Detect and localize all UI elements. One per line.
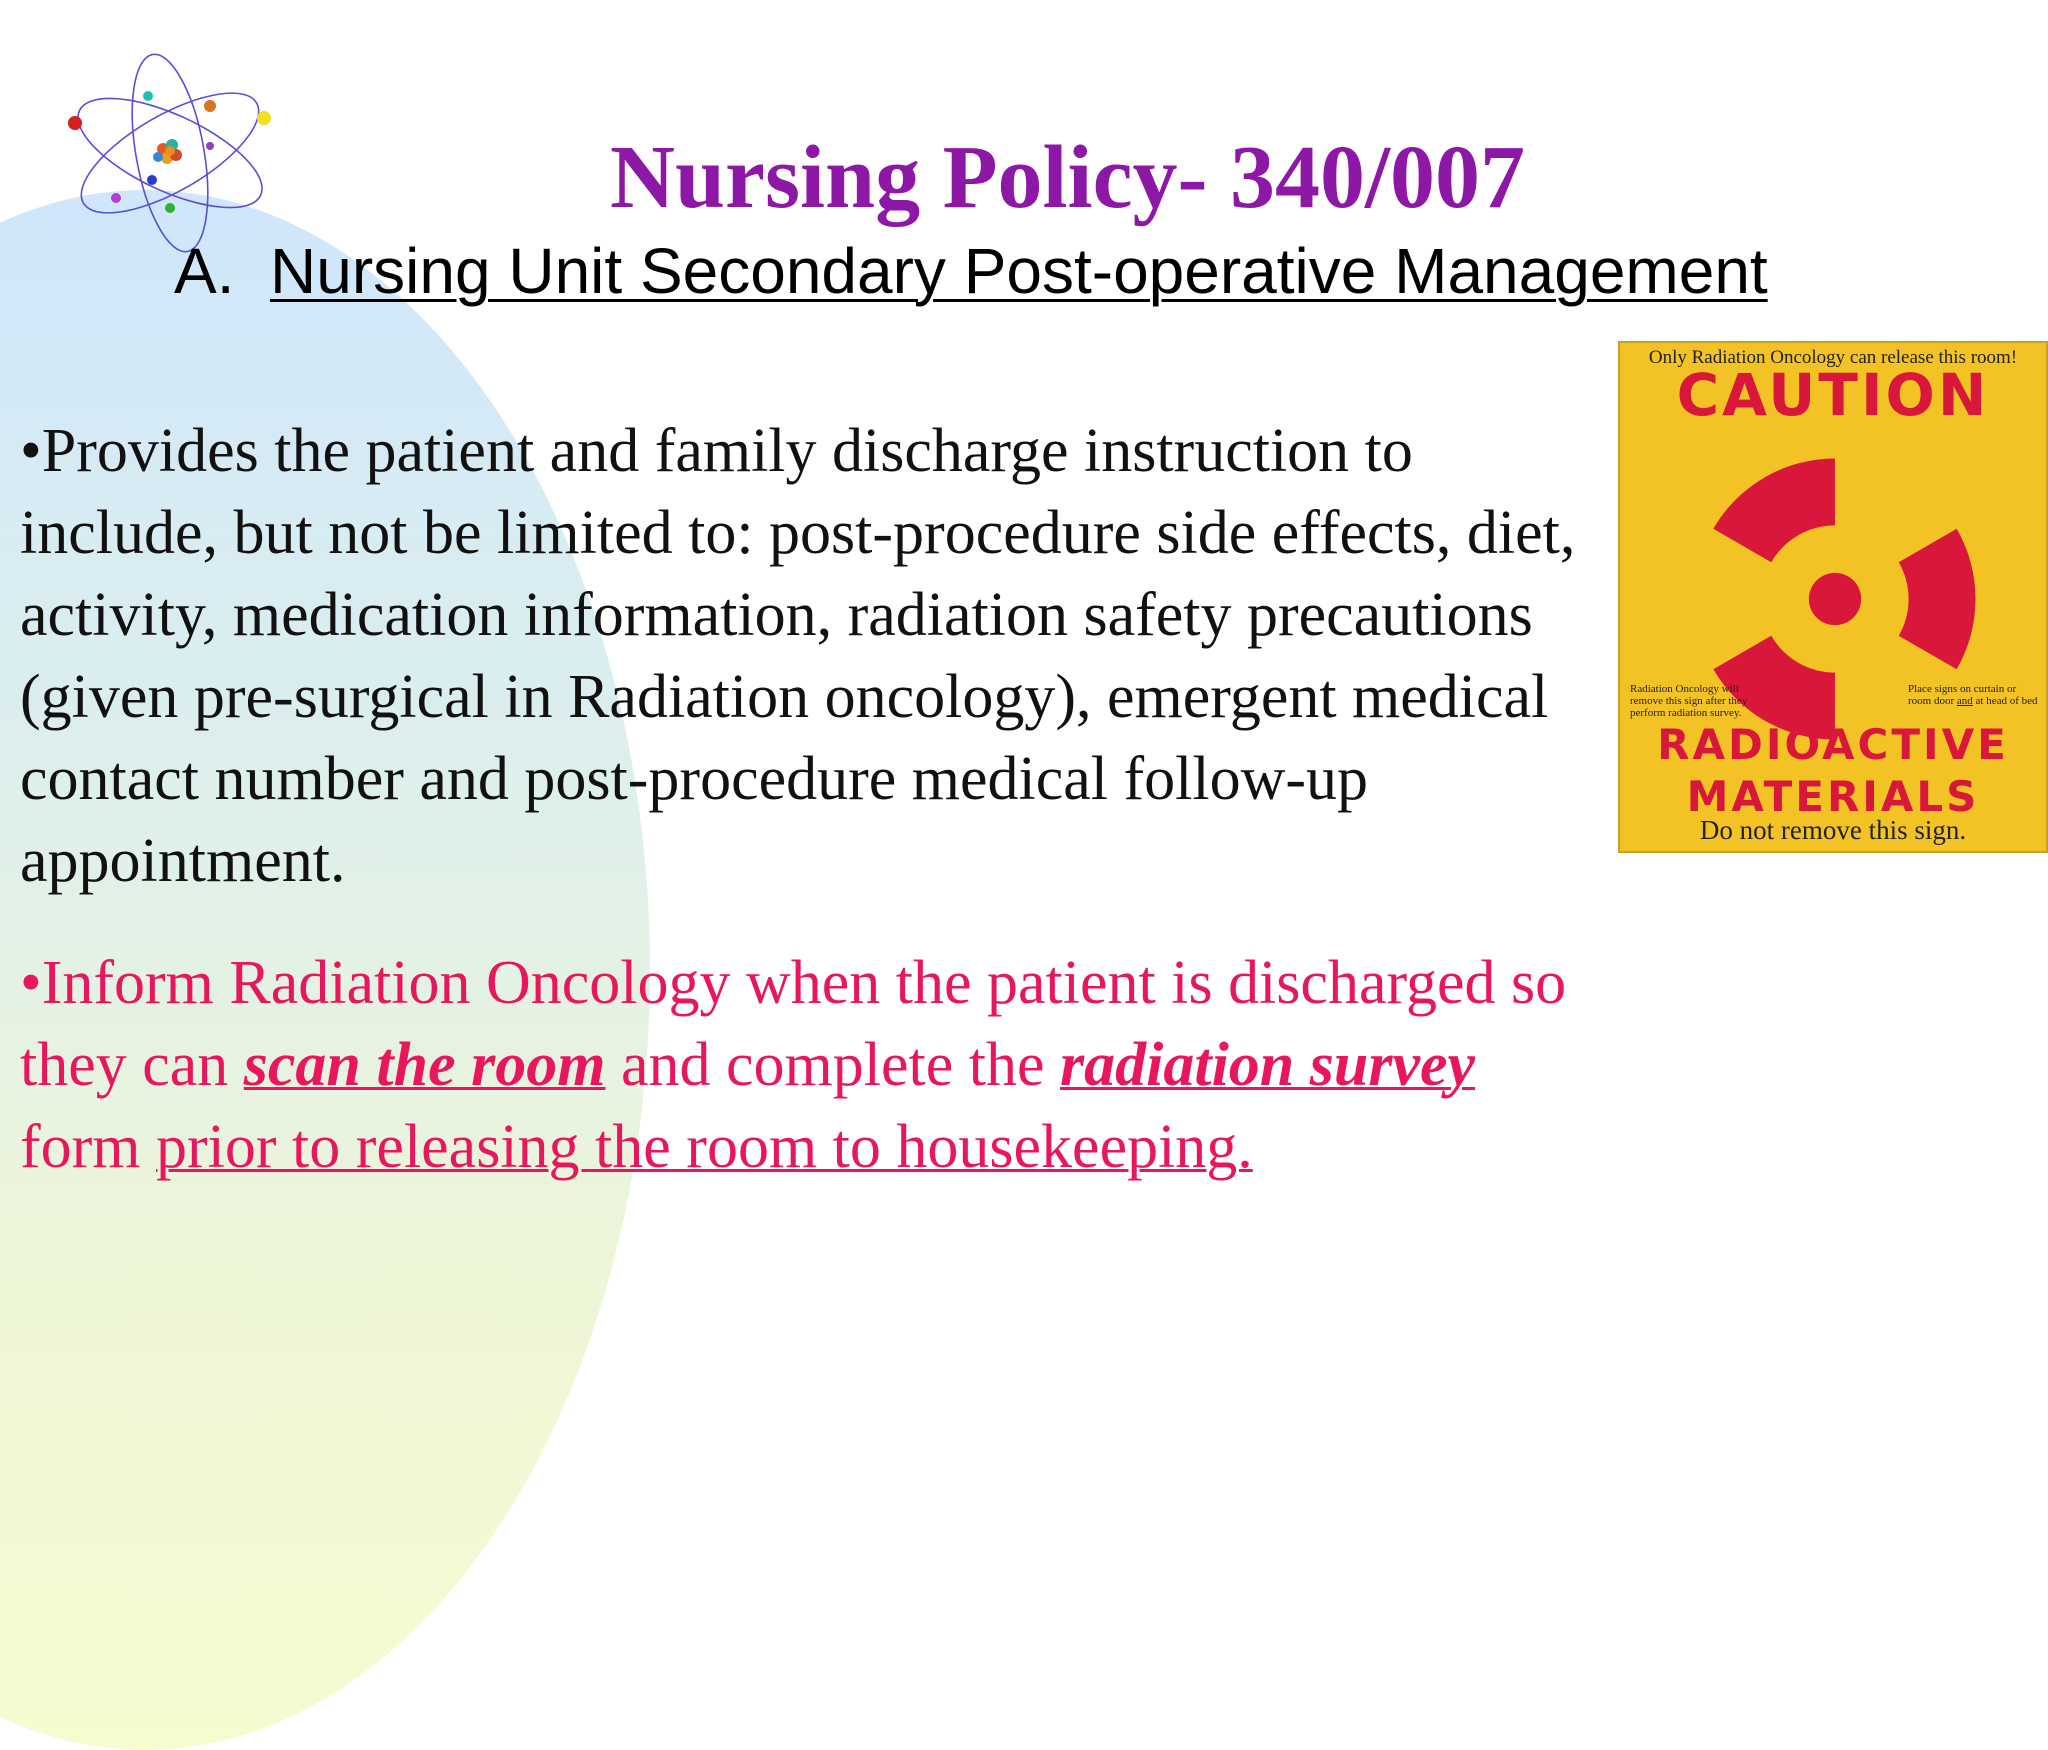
emphasis-scan-the-room: scan the room — [243, 1031, 606, 1099]
sign-right-note-and: and — [1956, 695, 1973, 707]
sign-right-note-after: at head of bed — [1972, 695, 2038, 707]
bullet-text: Provides the patient and family discharge instruction to include, but not be limited to: post-procedure side effects, diet, activity, medication information, radiation safety precautions (given pre-surgical in Radiation oncology), emergent medical contact number and post-procedure medical follow-up appointment. — [20, 417, 1576, 895]
sign-caution-heading: CAUTION — [1676, 361, 1990, 429]
bullet-marker: • — [20, 417, 42, 485]
emphasis-radiation-survey: radiation survey — [1060, 1031, 1476, 1099]
sign-top-line: Only Radiation Oncology can release this room! — [1648, 347, 2018, 368]
sign-left-note: Radiation Oncology will remove this sign after they perform radiation survey. — [1630, 683, 1748, 719]
sign-materials-label: MATERIALS — [1686, 772, 1980, 821]
bullet-text-part2: and complete the — [605, 1031, 1060, 1099]
sign-right-note — [1908, 683, 2038, 707]
bullet-discharge-instructions — [20, 410, 1600, 902]
bullet-marker: • — [20, 949, 42, 1017]
underlined-release-room: prior to releasing the room to housekeeping. — [156, 1113, 1253, 1181]
bullet-text-part3: form — [20, 1113, 157, 1181]
section-marker: A. — [174, 235, 235, 307]
section-heading-text: Nursing Unit Secondary Post-operative Management — [270, 235, 1768, 307]
sign-radioactive-label: RADIOACTIVE — [1657, 720, 2009, 769]
radioactive-caution-sign — [1618, 341, 2048, 853]
sign-radioactive-materials — [1620, 719, 2046, 823]
page-title: Nursing Policy- 340/007 — [610, 128, 1525, 227]
section-heading — [174, 236, 1768, 306]
sign-right-note-before: Place signs on curtain or room door — [1908, 683, 2017, 707]
bullet-inform-radiation-oncology — [20, 942, 1600, 1188]
bullet-text-part1: Inform Radiation Oncology when the patient is discharged so they can — [20, 949, 1567, 1099]
sign-bottom-line: Do not remove this sign. — [1699, 815, 1967, 845]
